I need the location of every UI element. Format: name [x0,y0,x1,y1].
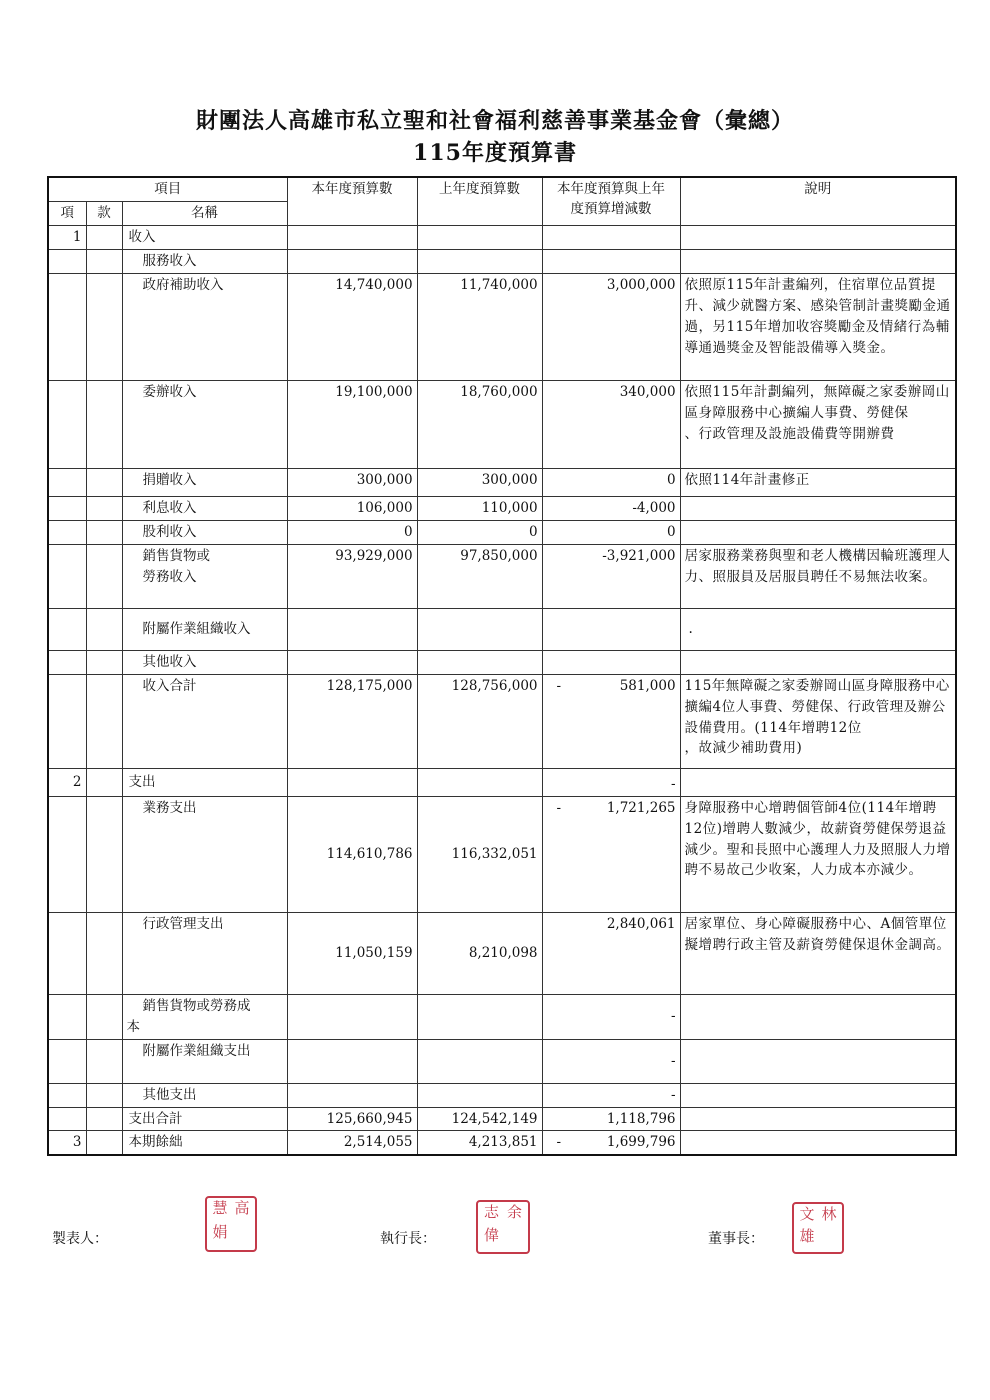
row-number: 1 [48,225,86,249]
table-row [48,650,956,674]
preparer-seal [205,1196,257,1252]
previous-value: 97,850,000 [417,544,542,608]
preparer-label: 製表人： [52,1231,108,1247]
current-value: 125,660,945 [287,1107,417,1131]
row-name: 業務支出 [122,796,287,912]
row-name: 政府補助收入 [122,273,287,380]
table-row [48,544,956,608]
current-value: 14,740,000 [287,273,417,380]
previous-value: 8,210,098 [417,912,542,994]
current-value: 114,610,786 [287,796,417,912]
previous-value: 18,760,000 [417,380,542,468]
change-value: 3,000,000 [542,273,680,380]
previous-value: 128,756,000 [417,674,542,768]
row-name [122,994,287,1039]
row-name: 委辦收入 [122,380,287,468]
header-item: 項目 [48,177,287,201]
change-value: 2,840,061 [542,912,680,994]
header-change [542,177,680,225]
row-number: 2 [48,768,86,796]
header-change-line2: 度預算增減數 [570,201,652,218]
seal-char: 余 [506,1203,522,1221]
table-row [48,796,956,912]
row-name: 收入合計 [122,674,287,768]
remark-text: 身障服務中心增聘個管師4位(114年增聘12位)增聘人數減少，故薪資勞健保勞退益減少。聖和長照中心護理人力及照服人力增聘不易故己少收案，人力成本亦減少。 [680,796,956,912]
current-value: 19,100,000 [287,380,417,468]
previous-value: 0 [417,520,542,544]
row-name: 附屬作業組織收入 [122,608,287,650]
remark-text: 居家服務業務與聖和老人機構因輪班護理人力、照服員及居服員聘任不易無法收案。 [680,544,956,608]
header-change-line1: 本年度預算與上年 [557,181,666,197]
table-row [48,380,956,468]
table-row [48,994,956,1039]
row-name: 捐贈收入 [122,468,287,496]
table-row [48,768,956,796]
seal-char: 慧 [212,1199,228,1217]
remark-text: 依照114年計畫修正 [680,468,956,496]
row-name-line: 銷售貨物或 [142,547,210,564]
table-row [48,1083,956,1107]
change-amount: 581,000 [619,677,676,694]
table-row [48,496,956,520]
table-row [48,1131,956,1155]
table-row [48,1039,956,1083]
remark-text: 居家單位、身心障礙服務中心、A個管單位擬增聘行政主管及薪資勞健保退休金調高。 [680,912,956,994]
table-row [48,468,956,496]
header-current: 本年度預算數 [287,177,417,225]
current-value: 106,000 [287,496,417,520]
seal-char: 偉 [483,1226,499,1244]
change-value: 0 [542,468,680,496]
row-name: 附屬作業組織支出 [122,1039,287,1083]
negative-sign: - [556,1134,562,1151]
chairman-seal [792,1202,844,1254]
row-name: 其他支出 [122,1083,287,1107]
row-name [122,544,287,608]
row-name: 支出 [122,768,287,796]
current-value: 0 [287,520,417,544]
header-previous: 上年度預算數 [417,177,542,225]
table-row [48,225,956,249]
previous-value: 11,740,000 [417,273,542,380]
row-name-line: 銷售貨物或勞務成 [142,997,251,1014]
seal-char: 文 [799,1205,815,1223]
change-amount: 1,699,796 [606,1134,676,1151]
table-row [48,912,956,994]
document-subtitle: 115年度預算書 [413,140,577,166]
row-name: 服務收入 [122,249,287,273]
previous-value: 110,000 [417,496,542,520]
table-row [48,273,956,380]
remark-line: 115年無障礙之家委辦岡山區身障服務中心擴編4位人事費、勞健保、行政管理及辦公設備費用。(114年增聘12位 [684,677,950,736]
seal-char: 雄 [799,1227,815,1245]
current-value: 2,514,055 [287,1131,417,1155]
row-name: 其他收入 [122,650,287,674]
seal-char: 志 [483,1203,499,1221]
current-value: 128,175,000 [287,674,417,768]
header-col-name: 名稱 [122,201,287,225]
change-value: - [542,1039,680,1083]
header-remarks: 說明 [680,177,956,225]
negative-sign: - [556,677,562,694]
row-name-line: 勞務收入 [142,568,197,585]
row-name: 本期餘絀 [122,1131,287,1155]
previous-value: 124,542,149 [417,1107,542,1131]
change-value [542,674,680,768]
current-value: 300,000 [287,468,417,496]
remark-mark: . [680,608,956,650]
header-col-sub: 款 [86,201,122,225]
change-value: 0 [542,520,680,544]
seal-char: 娟 [212,1223,228,1241]
seal-char: 林 [821,1205,837,1223]
executive-seal [476,1200,530,1254]
change-value: 340,000 [542,380,680,468]
previous-value: 4,213,851 [417,1131,542,1155]
change-value: -3,921,000 [542,544,680,608]
table-row [48,1107,956,1131]
current-value: 93,929,000 [287,544,417,608]
budget-table [47,176,957,1156]
document-title: 財團法人高雄市私立聖和社會福利慈善事業基金會（彙總） [195,108,794,134]
header-col-item: 項 [48,201,86,225]
table-row [48,520,956,544]
remark-text [680,380,956,468]
row-name: 利息收入 [122,496,287,520]
current-value: 11,050,159 [287,912,417,994]
executive-label: 執行長： [380,1231,436,1247]
remark-text: 依照原115年計畫編列，住宿單位品質提升、減少就醫方案、感染管制計畫獎勵金通過，另115年增加收容獎勵金及情緒行為輔導通過獎金及智能設備導入獎金。 [680,273,956,380]
remark-line: 依照115年計劃編列，無障礙之家委辦岡山區身障服務中心擴編人事費、勞健保 [684,383,950,421]
change-value: - [542,768,680,796]
remark-line: 、行政管理及設施設備費等開辦費 [684,425,895,442]
change-value: -4,000 [542,496,680,520]
change-value [542,796,680,912]
change-amount: 1,721,265 [606,799,676,816]
table-row [48,608,956,650]
negative-sign: - [556,799,562,816]
row-name: 收入 [122,225,287,249]
row-name: 股利收入 [122,520,287,544]
change-value: - [542,994,680,1039]
row-name: 支出合計 [122,1107,287,1131]
table-row [48,674,956,768]
table-row [48,249,956,273]
previous-value: 300,000 [417,468,542,496]
change-value: 1,118,796 [542,1107,680,1131]
seal-char: 高 [234,1199,250,1217]
chairman-label: 董事長： [708,1231,764,1247]
row-name-line: 本 [126,1018,140,1035]
change-value: - [542,1083,680,1107]
row-number: 3 [48,1131,86,1155]
remark-line: ，故減少補助費用) [684,740,803,757]
change-value [542,1131,680,1155]
previous-value: 116,332,051 [417,796,542,912]
remark-text [680,674,956,768]
row-name: 行政管理支出 [122,912,287,994]
